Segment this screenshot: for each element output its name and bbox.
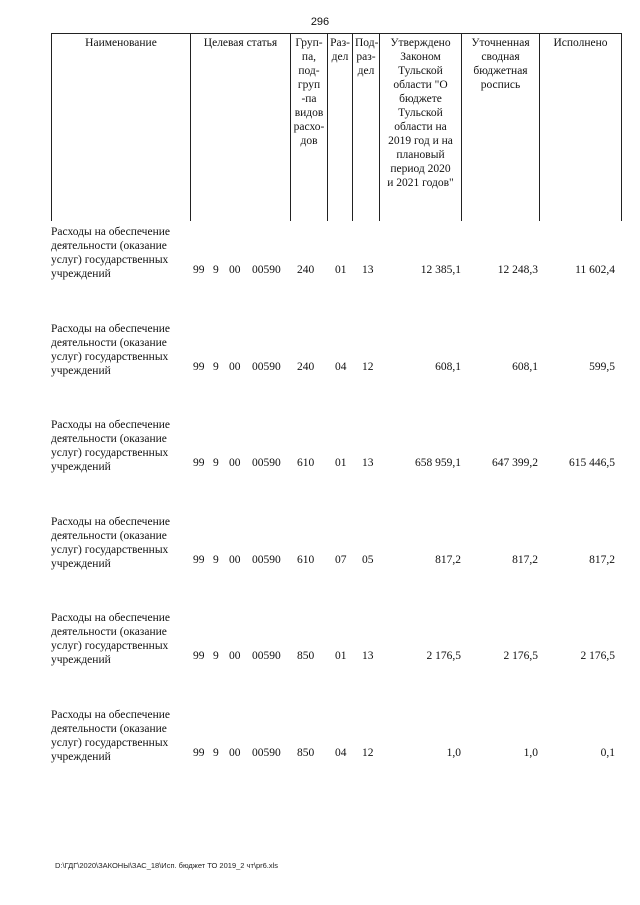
target-direction: 00590 <box>252 457 281 469</box>
table-row <box>51 511 621 608</box>
target-subprogram: 9 <box>213 746 219 759</box>
table-header <box>51 33 622 221</box>
target-event: 00 <box>229 360 241 373</box>
table-body <box>51 221 621 800</box>
approved-amount: 1,0 <box>446 746 461 759</box>
section-code: 04 <box>335 746 347 759</box>
refined-amount: 2 176,5 <box>503 650 538 662</box>
page-number: 296 <box>310 16 330 28</box>
refined-amount: 647 399,2 <box>492 457 538 469</box>
approved-amount: 608,1 <box>435 360 461 373</box>
subsection-code: 12 <box>362 360 374 373</box>
row-name: Расходы на обеспечение деятельности (оказание услуг) государственных учреждений <box>51 322 170 377</box>
file-path-footer: D:\ГДГ\2020\ЗАКОНЫ\ЗАС_18\Исп. бюджет ТО 2019_2 чт\pr6.xls <box>55 861 279 870</box>
target-program: 99 <box>193 360 205 373</box>
expense-group: 240 <box>297 264 315 276</box>
target-event: 00 <box>229 457 241 469</box>
approved-amount: 12 385,1 <box>420 264 461 276</box>
target-event: 00 <box>229 650 241 662</box>
header-refined: Уточненная сводная бюджетная роспись <box>462 34 540 222</box>
header-approved: Утверждено Законом Тульской области "О бюджете Тульской области на 2019 год и на плановый период 2020 и 2021 годов" <box>380 34 462 222</box>
table-row <box>51 318 621 415</box>
target-direction: 00590 <box>252 650 281 662</box>
section-code: 01 <box>335 650 347 662</box>
row-name: Расходы на обеспечение деятельности (оказание услуг) государственных учреждений <box>51 226 170 280</box>
approved-amount: 658 959,1 <box>415 457 461 469</box>
table-row <box>51 414 621 511</box>
section-code: 01 <box>335 457 347 469</box>
header-executed: Исполнено <box>540 34 622 222</box>
refined-amount: 12 248,3 <box>497 264 538 276</box>
expense-group: 610 <box>297 457 315 469</box>
subsection-code: 12 <box>362 746 374 759</box>
header-target-article: Целевая статья <box>191 34 291 222</box>
refined-amount: 817,2 <box>512 553 538 566</box>
target-event: 00 <box>229 746 241 759</box>
executed-amount: 11 602,4 <box>575 264 615 276</box>
target-program: 99 <box>193 650 205 662</box>
refined-amount: 608,1 <box>512 360 538 373</box>
refined-amount: 1,0 <box>523 746 538 759</box>
target-subprogram: 9 <box>213 457 219 469</box>
target-subprogram: 9 <box>213 360 219 373</box>
target-event: 00 <box>229 553 241 566</box>
subsection-code: 13 <box>362 457 374 469</box>
expense-group: 610 <box>297 553 315 566</box>
target-direction: 00590 <box>252 746 281 759</box>
target-program: 99 <box>193 746 205 759</box>
target-subprogram: 9 <box>213 650 219 662</box>
expense-group: 850 <box>297 650 315 662</box>
header-section: Раз- дел <box>328 34 353 222</box>
row-name: Расходы на обеспечение деятельности (оказание услуг) государственных учреждений <box>51 612 170 666</box>
executed-amount: 0,1 <box>600 746 615 759</box>
target-subprogram: 9 <box>213 264 219 276</box>
target-direction: 00590 <box>252 360 281 373</box>
section-code: 07 <box>335 553 347 566</box>
executed-amount: 2 176,5 <box>580 650 615 662</box>
target-program: 99 <box>193 264 205 276</box>
executed-amount: 599,5 <box>589 360 615 373</box>
subsection-code: 13 <box>362 264 374 276</box>
target-program: 99 <box>193 553 205 566</box>
executed-amount: 615 446,5 <box>569 457 615 469</box>
table-row <box>51 704 621 801</box>
row-name: Расходы на обеспечение деятельности (оказание услуг) государственных учреждений <box>51 515 170 570</box>
target-direction: 00590 <box>252 264 281 276</box>
target-subprogram: 9 <box>213 553 219 566</box>
row-name: Расходы на обеспечение деятельности (оказание услуг) государственных учреждений <box>51 419 170 473</box>
subsection-code: 05 <box>362 553 374 566</box>
approved-amount: 817,2 <box>435 553 461 566</box>
header-group: Груп- па, под- груп -па видов расхо- дов <box>291 34 328 222</box>
expense-group: 850 <box>297 746 315 759</box>
executed-amount: 817,2 <box>589 553 615 566</box>
target-event: 00 <box>229 264 241 276</box>
row-name: Расходы на обеспечение деятельности (оказание услуг) государственных учреждений <box>51 708 170 763</box>
section-code: 04 <box>335 360 347 373</box>
approved-amount: 2 176,5 <box>426 650 461 662</box>
target-direction: 00590 <box>252 553 281 566</box>
subsection-code: 13 <box>362 650 374 662</box>
expense-group: 240 <box>297 360 315 373</box>
target-program: 99 <box>193 457 205 469</box>
header-subsection: Под- раз- дел <box>353 34 380 222</box>
table-row <box>51 221 621 318</box>
header-name: Наименование <box>52 34 191 222</box>
table-row <box>51 607 621 704</box>
section-code: 01 <box>335 264 347 276</box>
